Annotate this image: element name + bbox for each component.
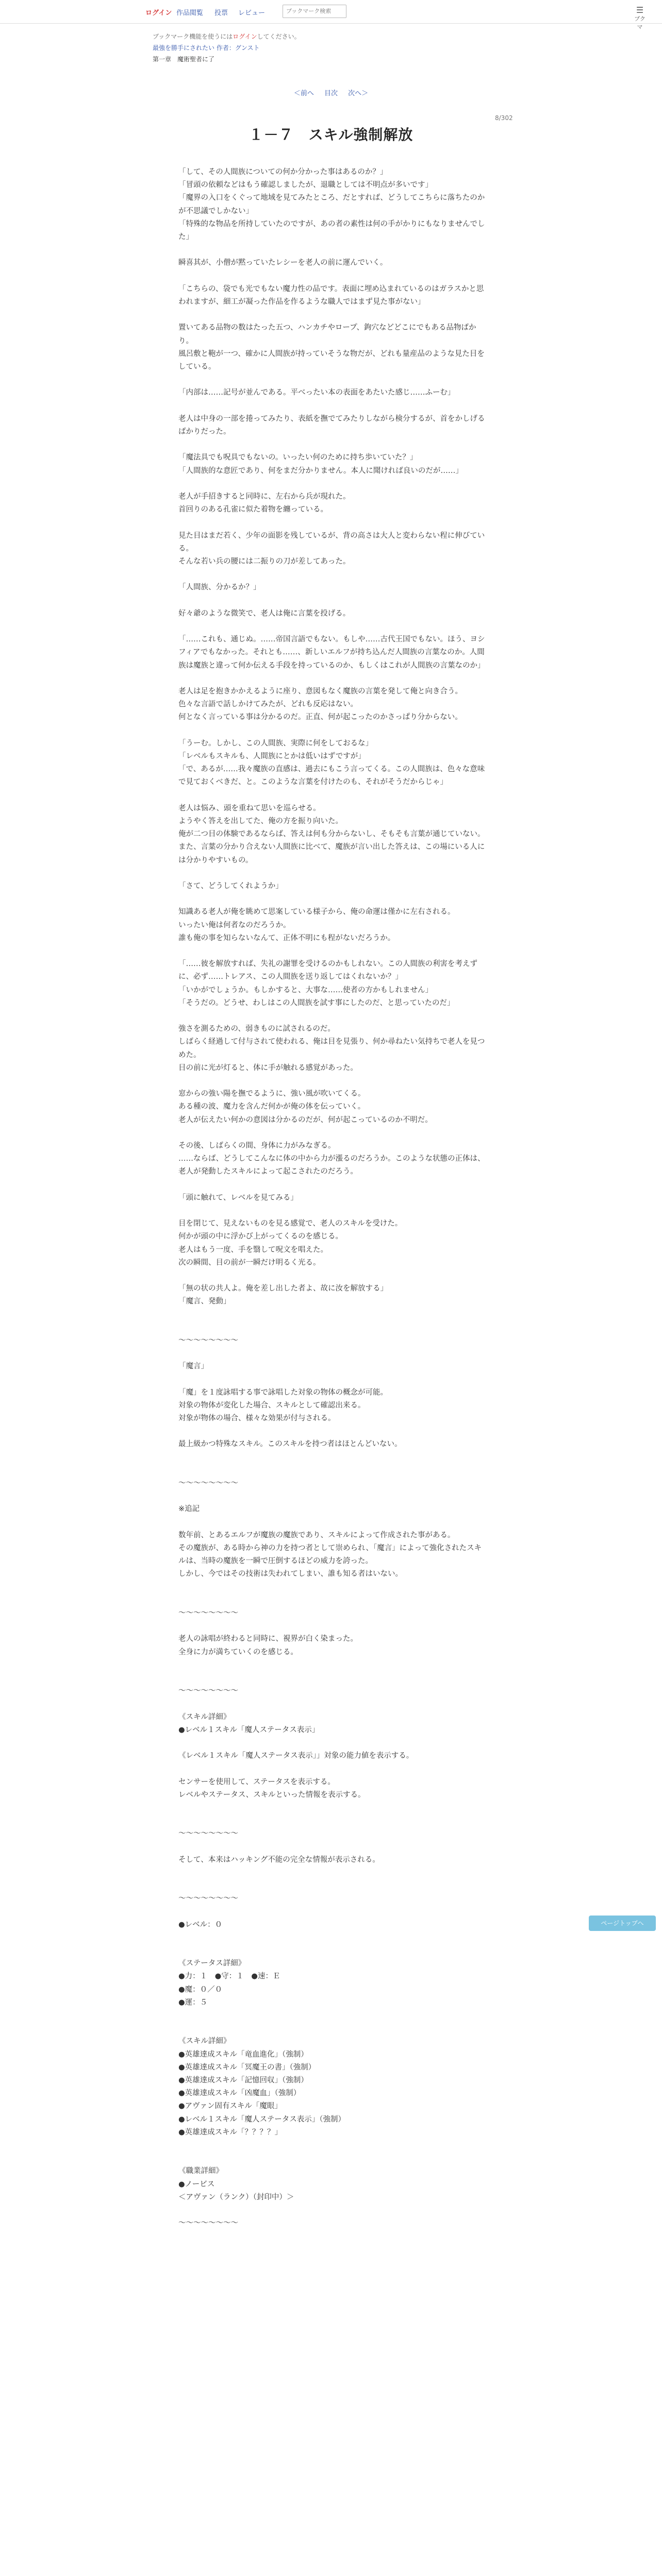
paragraph-gap	[178, 1516, 488, 1529]
chapter-name: 第一章 魔術聖者に了	[153, 56, 215, 63]
paragraph: ※追記	[178, 1505, 200, 1514]
paragraph: 老人が手招きすると同時に、左右から兵が現れた。	[178, 492, 351, 501]
paragraph: 「……彼を解放すれば、失礼の謝罪を受けるのかもしれない。この人間族の利害を考えずに、必ず……トレアス、この人間族を送り返してはくれないか？」	[178, 960, 477, 981]
prev-link[interactable]: ＜前へ	[293, 90, 314, 97]
paragraph: 「内部は……記号が並んである。平べったい本の表面をあたいた感じ……ふーむ」	[178, 388, 455, 397]
paragraph: ●レベル１スキル「魔人ステータス表示」	[178, 1725, 320, 1734]
paragraph: 見た目はまだ若く、少年の面影を残しているが、背の高さは大人と変わらない程に伸びている。	[178, 531, 485, 553]
page-top-button[interactable]: ページトップへ	[589, 1916, 656, 1931]
paragraph: ●英雄達成スキル「冥魔王の書」（強制）	[178, 2063, 316, 2072]
paragraph-gap	[178, 374, 488, 386]
paragraph: 次の瞬間、目の前が一瞬だけ明るく光る。	[178, 1258, 321, 1267]
paragraph: 老人の詠唱が終わると同時に、視界が白く染まった。	[178, 1635, 358, 1643]
paragraph: ある種の波、魔力を含んだ何かが俺の体を伝っていく。	[178, 1103, 366, 1111]
paragraph-gap	[178, 1347, 488, 1360]
paragraph: 対象が物体の場合、様々な効果が付与される。	[178, 1414, 336, 1423]
paragraph: 老人が伝えたい何かの意図は分かるのだが、何が起こっているのか不明だ。	[178, 1115, 433, 1124]
paragraph: ようやく答えを出してた、俺の方を振り向いた。	[178, 817, 343, 825]
paragraph: 色々な言語で話しかけてみたが、どれも反応はない。	[178, 700, 358, 709]
bookmark-icon[interactable]: ☰ ブクマ	[634, 5, 646, 30]
paragraph: 置いてある品物の数はたった五つ、ハンカチやロープ、鉤穴などどこにでもある品物ばかり。	[178, 324, 476, 345]
paragraph: 〜〜〜〜〜〜〜〜	[178, 1894, 238, 1903]
paragraph: いったい俺は何者なのだろうか。	[178, 921, 291, 929]
next-link[interactable]: 次へ＞	[348, 90, 369, 97]
paragraph: 老人は悩み、頭を重ねて思いを巡らせる。	[178, 804, 321, 812]
paragraph: 瞬喜其が、小僧が黙っていたレシーを老人の前に運んでいく。	[178, 259, 388, 267]
paragraph: ……ならば、どうしてこんなに体の中から力が漲るのだろうか。このような状態の正体は、老人が発動したスキルによって起こされたのだろう。	[178, 1155, 485, 1176]
paragraph: 対象の物体が変化した場合、スキルとして確認出来る。	[178, 1401, 366, 1410]
paragraph-gap	[178, 1672, 488, 1685]
nav-vote[interactable]: 投票	[214, 9, 228, 17]
episode-title: １－７ スキル強制解放	[249, 126, 413, 143]
paragraph: 数年前、とあるエルフが魔族の魔族であり、スキルによって作成された事がある。	[178, 1531, 455, 1539]
paragraph: 「……これも、通じぬ。……帝国言語でもない。もしや……古代王国でもない。ほう、ヨシフィアでもなかった。それとも……、新しいエルフが持ち込んだ人間族の言葉なのか。人間族は魔族と違って何か伝える手段を持っているのか、もしくはこれが人間族の言葉なのか」	[178, 635, 485, 670]
paragraph: ●英雄達成スキル「竜血進化」（強制）	[178, 2050, 308, 2059]
paragraph-gap	[178, 620, 488, 633]
paragraph: 目の前に光が灯ると、体に手が触れる感覚があった。	[178, 1063, 358, 1072]
paragraph-gap	[178, 2009, 488, 2022]
paragraph: 「無の状の共人よ。俺を差し出した者よ、故に汝を解放する」	[178, 1284, 388, 1293]
paragraph: 誰も俺の事を知らないなんて、正体不明にも程がないだろうか。	[178, 934, 395, 942]
site-header	[0, 0, 662, 30]
paragraph-gap	[178, 1464, 488, 1477]
paragraph-gap	[178, 1581, 488, 1594]
paragraph: 「いかがでしょうか。もしかすると、大事な……使者の方かもしれません」	[178, 986, 433, 994]
paragraph: 「レベルもスキルも、人間族にとかは低いはずですが」	[178, 752, 366, 760]
paragraph-gap	[178, 2152, 488, 2165]
pager-top	[0, 88, 662, 97]
paragraph: ●魔：０／０	[178, 1985, 223, 1994]
paragraph: 何かが頭の中に浮かび上がってくるのを感じる。	[178, 1232, 343, 1241]
paragraph: 《スキル詳細》	[178, 1713, 231, 1721]
login-link[interactable]: ログイン	[145, 9, 172, 17]
paragraph-gap	[178, 1321, 488, 1334]
paragraph-gap	[178, 1451, 488, 1464]
paragraph: ●力：１ ●守：１ ●速：Ｅ	[178, 1972, 280, 1981]
paragraph-gap	[178, 1490, 488, 1503]
paragraph-gap	[178, 1425, 488, 1438]
paragraph-gap	[178, 789, 488, 802]
paragraph: 「魔言」	[178, 1362, 208, 1371]
paragraph-gap	[178, 893, 488, 906]
paragraph-gap	[178, 1867, 488, 1879]
paragraph-gap	[178, 400, 488, 413]
paragraph-gap	[178, 1802, 488, 1815]
paragraph: 〜〜〜〜〜〜〜〜	[178, 1687, 238, 1696]
paragraph-gap	[178, 1127, 488, 1140]
paragraph: 《職業詳細》	[178, 2167, 223, 2176]
paragraph-gap	[178, 516, 488, 529]
paragraph-gap	[178, 1269, 488, 1282]
paragraph: 老人は中身の一部を捲ってみたり、表紙を撫でてみたりしながら検分するが、首をかしげるばかりだった。	[178, 414, 485, 436]
paragraph-gap	[178, 1620, 488, 1633]
paragraph: 「こちらの、袋でも光でもない魔力性の品です。表面に埋め込まれているのはガラスかと思われますが、細工が凝った作品を作るような職人ではまず見た事がない」	[178, 284, 484, 306]
paragraph-gap	[178, 1179, 488, 1192]
paragraph: 「そうだの。どうせ、わしはこの人間族を試す事にしたのだ、と思っていたのだ」	[178, 998, 455, 1007]
nav-browse[interactable]: 作品閲覧	[176, 9, 204, 17]
paragraph: 目を閉じて、見えないものを見る感覚で、老人のスキルを受けた。	[178, 1219, 403, 1228]
paragraph: センサーを使用して、ステータスを表示する。	[178, 1777, 335, 1786]
paragraph: 「頭に触れて、レベルを見てみる」	[178, 1193, 298, 1202]
paragraph-gap	[178, 1698, 488, 1710]
paragraph: 〜〜〜〜〜〜〜〜	[178, 1609, 238, 1618]
paragraph-gap	[178, 672, 488, 685]
index-link[interactable]: 目次	[324, 90, 338, 97]
paragraph: 風呂敷と鞄が一つ、確かに人間族が持っていそうな物だが、どれも量産品のような見た目をしている。	[178, 349, 485, 371]
paragraph: そして、本来はハッキング不能の完全な情報が表示される。	[178, 1855, 380, 1864]
paragraph-gap	[178, 1841, 488, 1854]
episode-body	[178, 166, 488, 2230]
paragraph-gap	[178, 1373, 488, 1386]
paragraph-gap	[178, 2139, 488, 2152]
paragraph: 「人間族、分かるか？」	[178, 583, 261, 592]
paragraph: 「さて、どうしてくれようか」	[178, 882, 283, 890]
paragraph: 「魔界の入口をくぐって地域を見てみたところ、だとすれば、どうしてこちらに落ちたのかが不思議でしかない」	[178, 194, 485, 215]
page-number: 8/302	[495, 114, 513, 122]
login-hint-link[interactable]: ログイン	[233, 33, 257, 40]
paragraph: 「特殊的な物品を所持していたのですが、あの者の素性は何の手がかりにもなりませんでした」	[178, 219, 485, 242]
paragraph: 全身に力が満ちていくのを感じる。	[178, 1648, 298, 1656]
paragraph: ●英雄達成スキル「凶魔血」（強制）	[178, 2089, 301, 2098]
paragraph: 〜〜〜〜〜〜〜〜	[178, 1829, 238, 1838]
paragraph: しかし、今ではその技術は失われてしまい、誰も知る者はいない。	[178, 1570, 403, 1579]
paragraph: 「冒頭の依頼などはもう確認しましたが、退職としては不明点が多いです」	[178, 181, 433, 190]
paragraph: ●英雄達成スキル「記憶回収」（強制）	[178, 2076, 308, 2085]
paragraph: ●レベル１スキル「魔人ステータス表示」（強制）	[178, 2115, 345, 2124]
paragraph: 最上級かつ特殊なスキル。このスキルを持つ者はほとんどいない。	[178, 1440, 402, 1449]
paragraph: 首回りのある孔雀に似た着物を纏っている。	[178, 505, 328, 514]
paragraph-gap	[178, 1931, 488, 1944]
paragraph-gap	[178, 1762, 488, 1775]
paragraph: 〜〜〜〜〜〜〜〜	[178, 1336, 238, 1345]
paragraph: 〜〜〜〜〜〜〜〜	[178, 2219, 238, 2228]
paragraph: その魔族が、ある時から神の力を持つ者として崇められ、「魔言」によって強化されたスキルは、当時の魔族を一瞬で圧倒するほどの威力を誇った。	[178, 1544, 482, 1566]
paragraph: 老人はもう一度、手を翳して呪文を唱えた。	[178, 1245, 328, 1254]
login-hint: ブックマーク機能を使うにはログインしてください。	[153, 33, 301, 40]
paragraph-gap	[178, 1594, 488, 1607]
paragraph-gap	[178, 309, 488, 321]
paragraph: また、言葉の分かり合えない人間族に比べて、魔族が言い出した答えは、この場にいる人には分かりやすいもの。	[178, 843, 485, 865]
paragraph: ＜アヴァン（ランク）（封印中）＞	[178, 2193, 294, 2201]
series-link[interactable]: 最強を勝手にされたい 作者：グンスト	[153, 44, 260, 52]
paragraph: 知識ある老人が俺を眺めて思案している様子から、俺の命運は僅かに左右される。	[178, 908, 455, 917]
paragraph: ●運：５	[178, 1998, 208, 2007]
paragraph-gap	[178, 1309, 488, 1321]
paragraph: 《スキル詳細》	[178, 2037, 231, 2046]
paragraph-gap	[178, 2204, 488, 2217]
paragraph-gap	[178, 595, 488, 607]
bookmark-search-input[interactable]	[283, 5, 346, 18]
paragraph-gap	[178, 1879, 488, 1892]
novel-header	[153, 31, 514, 65]
paragraph: 「魔言、発動」	[178, 1297, 231, 1306]
paragraph-gap	[178, 1010, 488, 1023]
paragraph-gap	[178, 478, 488, 490]
paragraph: 「魔法具でも呪具でもないの。いったい何のために持ち歩いていた？」	[178, 453, 418, 462]
paragraph: 窓からの強い陽を撫でるように、強い風が吹いてくる。	[178, 1090, 366, 1098]
paragraph: 「人間族的な意匠であり、何をまだ分かりません。本人に聞ければ良いのだが……」	[178, 466, 463, 475]
paragraph-gap	[178, 1906, 488, 1919]
paragraph: 「して、その人間族についての何か分かった事はあるのか？」	[178, 168, 388, 176]
paragraph: その後、しばらくの間、身体に力がみなぎる。	[178, 1141, 336, 1150]
paragraph-gap	[178, 270, 488, 283]
paragraph: ●レベル：０	[178, 1920, 223, 1929]
paragraph: 「魔」を１度詠唱する事で詠唱した対象の物体の概念が可能。	[178, 1388, 388, 1397]
paragraph-gap	[178, 1075, 488, 1088]
paragraph: しばらく経過して付与されて使われる、俺は目を見張り、何か尋ねたい気持ちで老人を見つめた。	[178, 1038, 485, 1059]
paragraph: 強さを測るための、弱きものに試されるのだ。	[178, 1025, 335, 1033]
paragraph: 《レベル１スキル「魔人ステータス表示」」対象の能力値を表示する。	[178, 1752, 414, 1760]
paragraph: ●アヴァン固有スキル「魔眼」	[178, 2102, 282, 2111]
paragraph: ●ノービス	[178, 2180, 215, 2189]
paragraph-gap	[178, 1737, 488, 1750]
paragraph: 〜〜〜〜〜〜〜〜	[178, 1479, 238, 1488]
paragraph: 「で、あるが……我々魔族の直感は、過去にもこう言ってくる。この人間族は、色々な意味で見ておくべきだ、と。このような言葉を付けたのも、それがそうだからじゃ」	[178, 765, 485, 787]
paragraph: 《ステータス詳細》	[178, 1959, 246, 1968]
paragraph-gap	[178, 438, 488, 451]
paragraph-gap	[178, 2022, 488, 2035]
paragraph: 老人は足を抱きかかえるように座り、意図もなく魔族の言葉を発して俺と向き合う。	[178, 687, 462, 696]
nav-review[interactable]: レビュー	[238, 9, 266, 17]
paragraph-gap	[178, 1944, 488, 1957]
paragraph-gap	[178, 945, 488, 958]
paragraph-gap	[178, 1659, 488, 1672]
paragraph: そんな若い兵の腰には二振りの刀が差してあった。	[178, 557, 351, 566]
paragraph-gap	[178, 867, 488, 880]
paragraph: ●英雄達成スキル「？？？？」	[178, 2128, 283, 2137]
paragraph-gap	[178, 244, 488, 257]
paragraph: 好々爺のような微笑で、老人は俺に言葉を投げる。	[178, 609, 351, 618]
paragraph: 何となく言っている事は分かるのだ。正直、何が起こったのかさっぱり分からない。	[178, 713, 462, 722]
paragraph: 俺が二つ目の体験であるならば、答えは何も分からないし、そもそも言葉が通じていない。	[178, 830, 485, 839]
paragraph-gap	[178, 1205, 488, 1217]
paragraph-gap	[178, 568, 488, 581]
paragraph: 「うーむ。しかし、この人間族、実際に何をしておるな」	[178, 739, 373, 748]
paragraph-gap	[178, 724, 488, 737]
paragraph: レベルやステータス、スキルといった情報を表示する。	[178, 1790, 366, 1799]
paragraph-gap	[178, 1815, 488, 1827]
